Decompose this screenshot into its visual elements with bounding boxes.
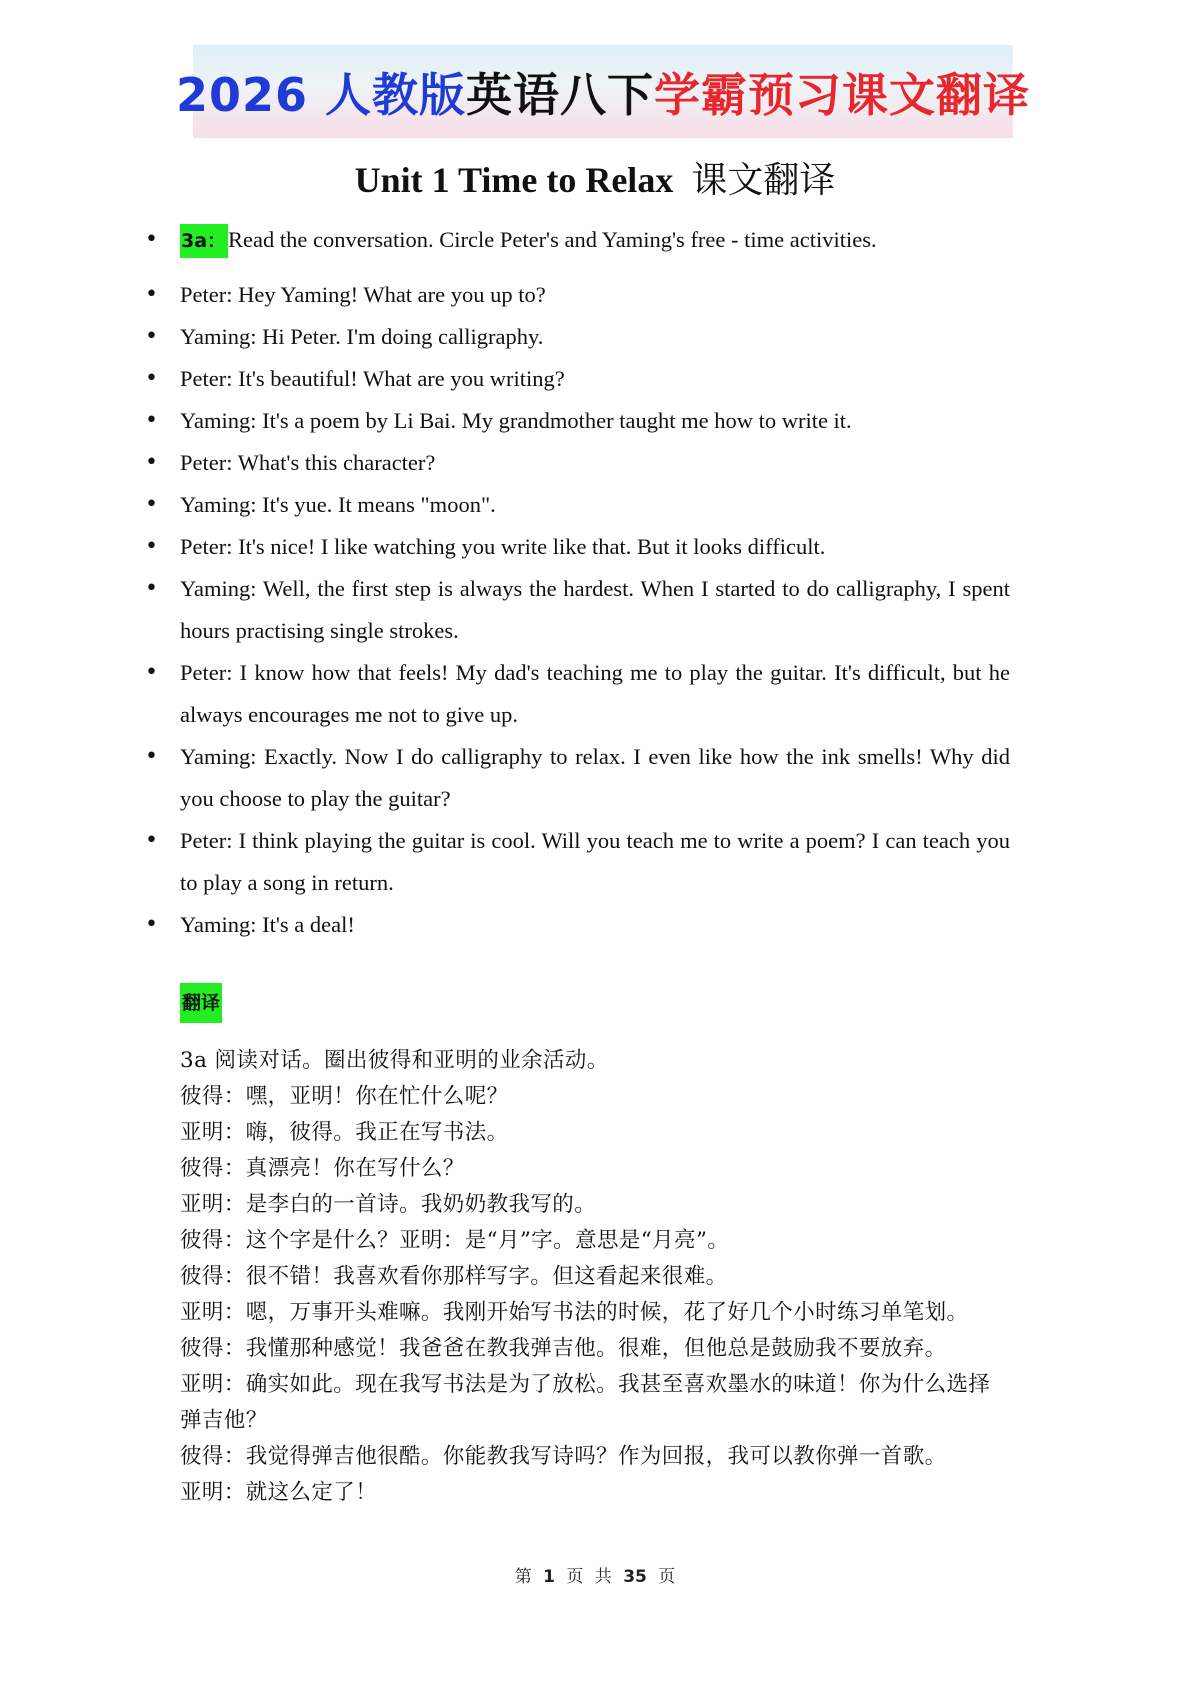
translation-line: 彼得：很不错！我喜欢看你那样写字。但这看起来很难。 (180, 1264, 728, 1289)
dialogue-line: • Peter: Hey Yaming! What are you up to? (140, 274, 1010, 316)
translation-line: 亚明：确实如此。现在我写书法是为了放松。我甚至喜欢墨水的味道！你为什么选择弹吉他？ (180, 1372, 991, 1433)
banner-edition: 2026 人教版 (175, 67, 467, 122)
dialogue-line: • Peter: I know how that feels! My dad's teaching me to play the guitar. It's difficult, but he always encourages me not to give up. (140, 652, 1010, 736)
instruction-text: Read the conversation. Circle Peter's and Yaming's free - time activities. (228, 227, 877, 252)
instruction-tag: 3a： (180, 224, 228, 258)
translation-line: 彼得：嘿，亚明！你在忙什么呢？ (180, 1084, 509, 1109)
translation-line: 亚明：嗨，彼得。我正在写书法。 (180, 1120, 509, 1145)
translation-line: 彼得：我懂那种感觉！我爸爸在教我弹吉他。很难，但他总是鼓励我不要放弃。 (180, 1336, 947, 1361)
dialogue-line: • Yaming: It's a deal! (140, 904, 1010, 946)
instruction-item (140, 219, 1010, 262)
footer-total-pages: 35 (623, 1567, 647, 1587)
dialogue-line: • Yaming: Exactly. Now I do calligraphy to relax. I even like how the ink smells! Why did you choose to play the guitar? (140, 736, 1010, 820)
dialogue-line: • Peter: It's beautiful! What are you writing? (140, 358, 1010, 400)
translation-line: 彼得：真漂亮！你在写什么？ (180, 1156, 465, 1181)
dialogue-line: • Yaming: It's yue. It means "moon". (140, 484, 1010, 526)
dialogue-line: • Yaming: Hi Peter. I'm doing calligraphy. (140, 316, 1010, 358)
title-chinese: 课文翻译 (691, 160, 836, 201)
footer-page-number: 1 (543, 1567, 555, 1587)
translation-label: 翻译 (180, 983, 222, 1023)
dialogue-line: • Yaming: It's a poem by Li Bai. My grandmother taught me how to write it. (140, 400, 1010, 442)
translation-line: 彼得：这个字是什么？亚明：是“月”字。意思是“月亮”。 (180, 1228, 730, 1253)
footer-middle: 页 共 (566, 1567, 612, 1587)
banner-topic: 学霸预习课文翻译 (654, 67, 1031, 122)
banner-subject: 英语八下 (466, 67, 655, 122)
page-footer (0, 1562, 1190, 1587)
translation-line: 亚明：是李白的一首诗。我奶奶教我写的。 (180, 1192, 597, 1217)
title-english: Unit 1 Time to Relax (354, 160, 674, 200)
page-title (0, 152, 1190, 203)
dialogue-list (140, 219, 1010, 946)
translation-line: 彼得：我觉得弹吉他很酷。你能教我写诗吗？作为回报，我可以教你弹一首歌。 (180, 1444, 947, 1469)
translation-line: 3a 阅读对话。圈出彼得和亚明的业余活动。 (180, 1048, 609, 1073)
dialogue-line: • Peter: What's this character? (140, 442, 1010, 484)
translation-line: 亚明：嗯，万事开头难嘛。我刚开始写书法的时候，花了好几个小时练习单笔划。 (180, 1300, 969, 1325)
footer-suffix: 页 (658, 1567, 676, 1587)
dialogue-line: • Peter: I think playing the guitar is cool. Will you teach me to write a poem? I can teach you to play a song in return. (140, 820, 1010, 904)
dialogue-line: • Peter: It's nice! I like watching you write like that. But it looks difficult. (140, 526, 1010, 568)
translation-block (180, 1043, 1010, 1511)
footer-prefix: 第 (514, 1567, 532, 1587)
translation-line: 亚明：就这么定了！ (180, 1480, 378, 1505)
dialogue-line: • Yaming: Well, the first step is always the hardest. When I started to do calligraphy, I spent hours practising single strokes. (140, 568, 1010, 652)
header-banner (175, 45, 1031, 138)
